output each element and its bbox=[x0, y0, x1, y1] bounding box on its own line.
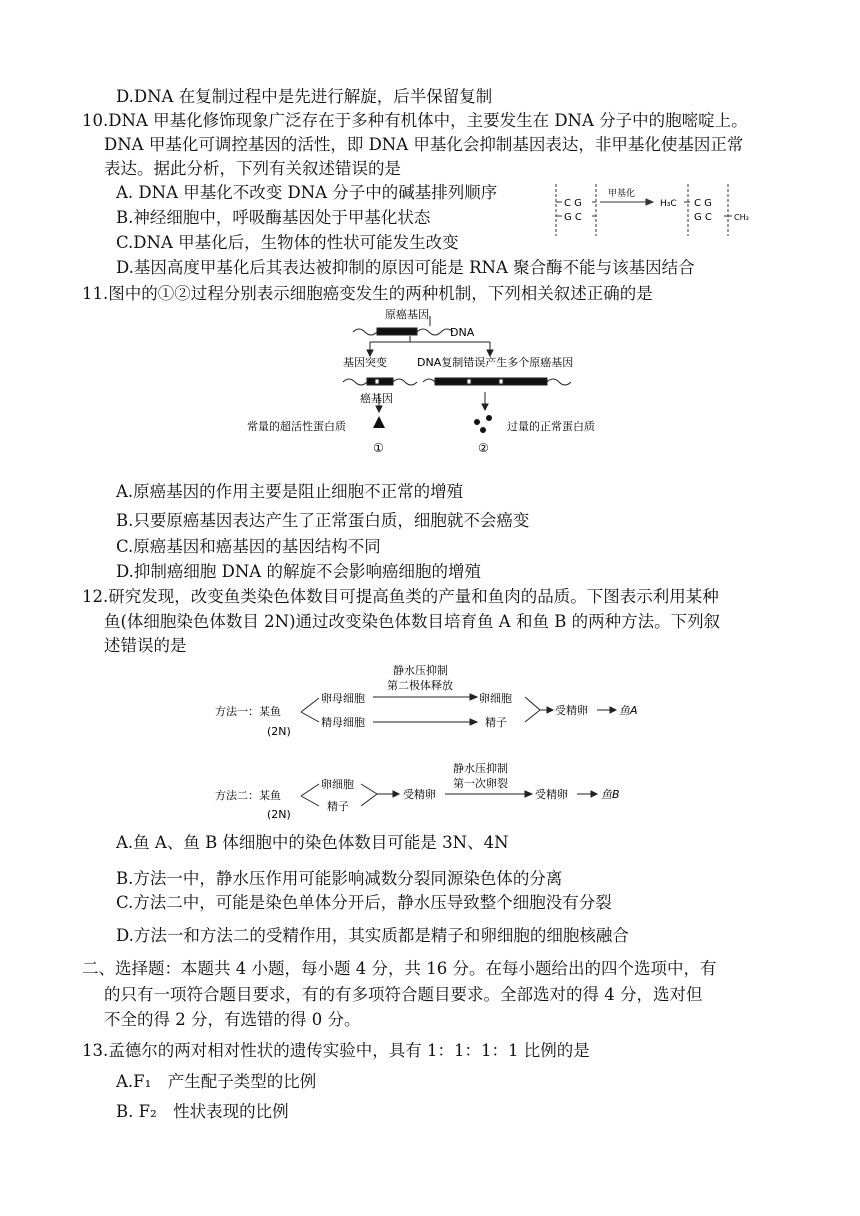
q11-fig-num2: ② bbox=[478, 441, 489, 455]
q12-fig-m1-spermatocyte: 精母细胞 bbox=[321, 716, 365, 729]
q11-fig-num1: ① bbox=[373, 441, 384, 455]
q10-option-c: C.DNA 甲基化后，生物体的性状可能发生改变 bbox=[116, 233, 459, 252]
q12-methods-figure bbox=[215, 660, 655, 820]
q12-option-d: D.方法一和方法二的受精作用，其实质都是精子和卵细胞的细胞核融合 bbox=[116, 926, 629, 945]
q12-fig-m2-fish: 鱼B bbox=[601, 788, 620, 801]
section2-line1: 二、选择题：本题共 4 小题，每小题 4 分，共 16 分。在每小题给出的四个选项中，有 bbox=[82, 959, 717, 978]
q10-option-d: D.基因高度甲基化后其表达被抑制的原因可能是 RNA 聚合酶不能与该基因结合 bbox=[116, 258, 695, 277]
q13-stem: 13.孟德尔的两对相对性状的遗传实验中，具有 1：1：1：1 比例的是 bbox=[82, 1041, 590, 1060]
q10-option-a: A. DNA 甲基化不改变 DNA 分子中的碱基排列顺序 bbox=[116, 183, 498, 202]
q12-stem-line1: 12.研究发现，改变鱼类染色体数目可提高鱼类的产量和鱼肉的品质。下图表示利用某种 bbox=[82, 587, 719, 606]
q12-fig-m2-pressure1: 静水压抑制 bbox=[453, 762, 508, 775]
q12-fig-m1-2n: (2N) bbox=[267, 725, 291, 738]
q12-fig-m1-egg: 卵细胞 bbox=[479, 692, 512, 705]
q9-option-d: D.DNA 在复制过程中是先进行解旋，后半保留复制 bbox=[116, 87, 493, 106]
q11-option-b: B.只要原癌基因表达产生了正常蛋白质，细胞就不会癌变 bbox=[116, 511, 530, 530]
q11-option-c: C.原癌基因和癌基因的基因结构不同 bbox=[116, 537, 381, 556]
q12-fig-m1-zygote: 受精卵 bbox=[555, 704, 588, 717]
q10-fig-left-top: C G bbox=[564, 198, 582, 209]
q12-fig-m1-label: 方法一：某鱼 bbox=[215, 705, 281, 718]
q11-fig-replication-error: DNA复制错误产生多个原癌基因 bbox=[417, 356, 574, 369]
q10-option-b: B.神经细胞中，呼吸酶基因处于甲基化状态 bbox=[116, 208, 431, 227]
q12-fig-m1-sperm: 精子 bbox=[485, 716, 507, 729]
q13-option-a: A.F₁ 产生配子类型的比例 bbox=[116, 1072, 317, 1091]
q10-stem-line2: DNA 甲基化可调控基因的活性，即 DNA 甲基化会抑制基因表达，非甲基化使基因正常 bbox=[104, 135, 744, 154]
q10-fig-ch3: CH₃ bbox=[734, 213, 749, 222]
q10-stem-line3: 表达。据此分析，下列有关叙述错误的是 bbox=[104, 159, 401, 178]
q12-fig-m2-2n: (2N) bbox=[267, 808, 291, 820]
q12-fig-m2-egg: 卵细胞 bbox=[321, 778, 354, 791]
q10-fig-left-bottom: G C bbox=[564, 212, 582, 223]
q12-fig-m1-pressure2: 第二极体释放 bbox=[387, 679, 453, 692]
q11-fig-proto-gene: 原癌基因 bbox=[385, 308, 429, 321]
section2-line3: 不全的得 2 分，有选错的得 0 分。 bbox=[104, 1010, 361, 1029]
q11-fig-excess-protein: 过量的正常蛋白质 bbox=[507, 420, 595, 433]
q11-option-a: A.原癌基因的作用主要是阻止细胞不正常的增殖 bbox=[116, 482, 464, 501]
q12-option-a: A.鱼 A、鱼 B 体细胞中的染色体数目可能是 3N、4N bbox=[116, 833, 509, 852]
q10-stem-line1: 10.DNA 甲基化修饰现象广泛存在于多种有机体中，主要发生在 DNA 分子中的胞嘧啶上。 bbox=[82, 111, 748, 130]
q12-fig-m2-zygote2: 受精卵 bbox=[535, 788, 568, 801]
q13-option-b: B. F₂ 性状表现的比例 bbox=[116, 1102, 289, 1121]
q12-fig-m1-pressure1: 静水压抑制 bbox=[393, 664, 448, 677]
q11-fig-oncogene: 癌基因 bbox=[360, 392, 393, 405]
q10-methylation-figure bbox=[548, 180, 768, 240]
q10-fig-right-top: C G bbox=[694, 198, 712, 209]
q12-fig-m2-sperm: 精子 bbox=[327, 800, 349, 813]
q12-fig-m2-pressure2: 第一次卵裂 bbox=[453, 777, 508, 790]
q12-stem-line2: 鱼(体细胞染色体数目 2N)通过改变染色体数目培育鱼 A 和鱼 B 的两种方法。下列叙 bbox=[104, 612, 721, 631]
q11-fig-hyper-protein: 常量的超活性蛋白质 bbox=[247, 420, 346, 433]
q12-fig-m1-fish: 鱼A bbox=[619, 704, 638, 717]
section2-line2: 的只有一项符合题目要求，有的有多项符合题目要求。全部选对的得 4 分，选对但 bbox=[104, 985, 703, 1004]
q11-fig-mutation: 基因突变 bbox=[343, 356, 387, 369]
q11-option-d: D.抑制癌细胞 DNA 的解旋不会影响癌细胞的增殖 bbox=[116, 562, 481, 581]
q12-fig-m1-oocyte: 卵母细胞 bbox=[321, 692, 365, 705]
q12-option-b: B.方法一中，静水压作用可能影响减数分裂同源染色体的分离 bbox=[116, 869, 563, 888]
q12-fig-m2-zygote1: 受精卵 bbox=[403, 788, 436, 801]
q11-stem: 11.图中的①②过程分别表示细胞癌变发生的两种机制，下列相关叙述正确的是 bbox=[82, 284, 653, 303]
q10-fig-right-bottom: G C bbox=[694, 212, 712, 223]
q11-cancer-figure bbox=[245, 304, 625, 464]
q12-stem-line3: 述错误的是 bbox=[104, 636, 187, 655]
q12-fig-m2-label: 方法二：某鱼 bbox=[215, 789, 281, 802]
q12-option-c: C.方法二中，可能是染色单体分开后，静水压导致整个细胞没有分裂 bbox=[116, 893, 612, 912]
q10-fig-arrow-label: 甲基化 bbox=[608, 189, 636, 199]
q11-fig-dna: DNA bbox=[450, 326, 475, 339]
q10-fig-h3c: H₃C bbox=[660, 199, 677, 209]
